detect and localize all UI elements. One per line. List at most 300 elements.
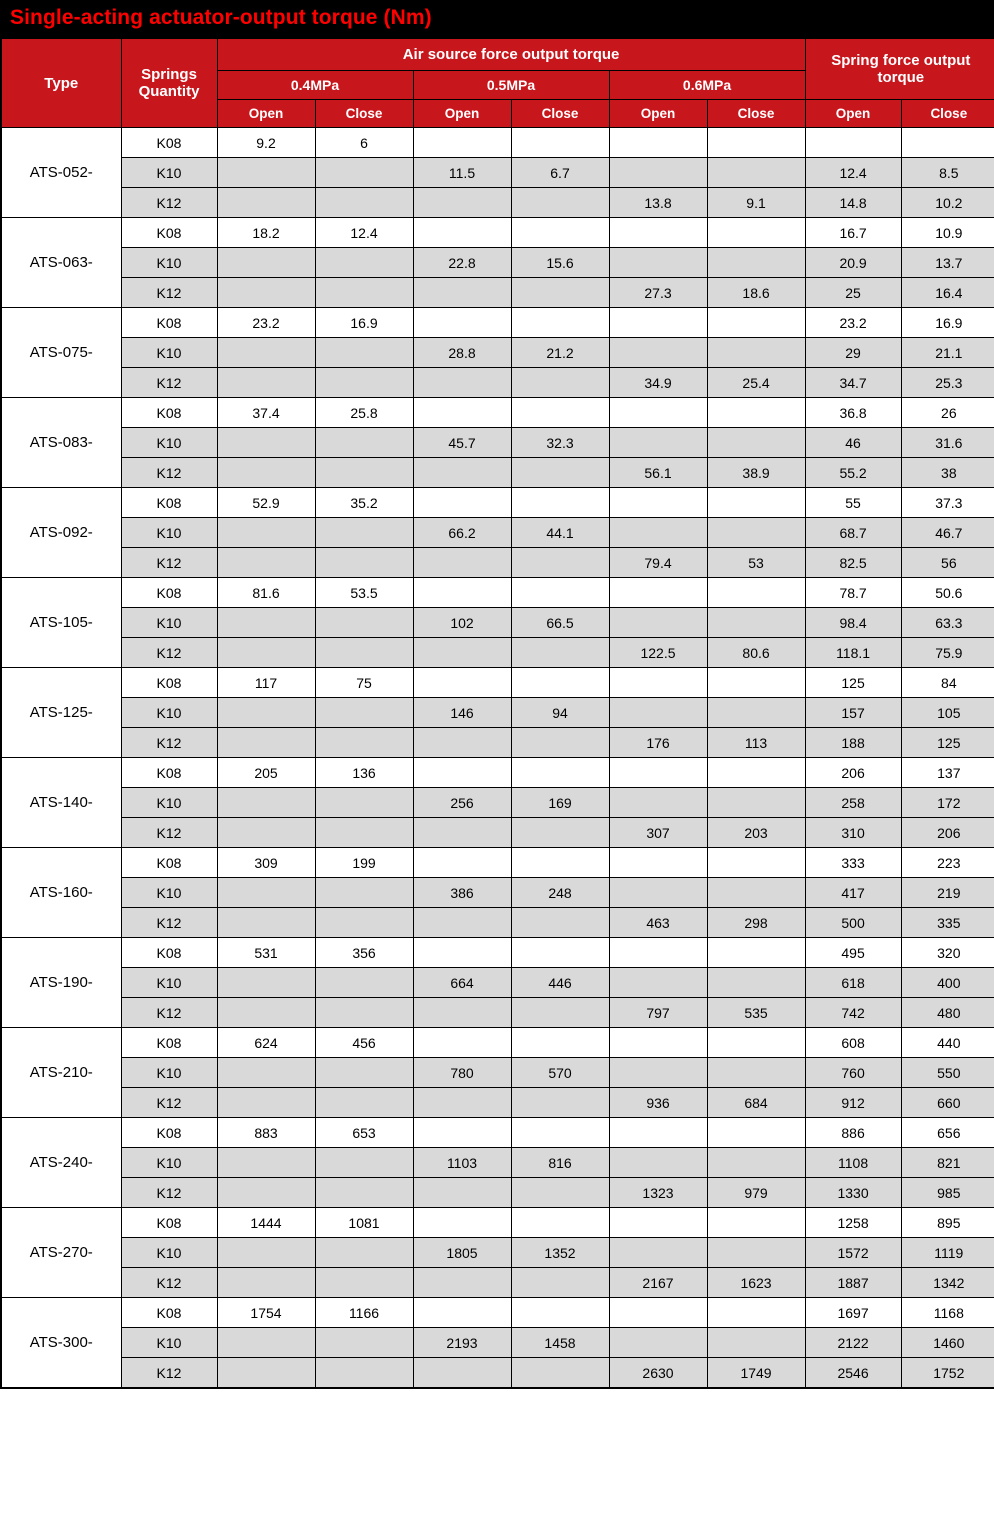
table-row <box>1 218 994 248</box>
cell-06-close <box>707 1208 805 1238</box>
cell-04-close <box>315 158 413 188</box>
cell-06-close <box>707 518 805 548</box>
cell-springs: K12 <box>121 728 217 758</box>
cell-06-close: 18.6 <box>707 278 805 308</box>
cell-04-open <box>217 338 315 368</box>
cell-spring-close: 656 <box>901 1118 994 1148</box>
cell-04-open <box>217 1238 315 1268</box>
table-row <box>1 188 994 218</box>
cell-spring-close: 440 <box>901 1028 994 1058</box>
cell-06-open: 122.5 <box>609 638 707 668</box>
cell-spring-open: 98.4 <box>805 608 901 638</box>
cell-05-open <box>413 1298 511 1328</box>
cell-springs: K12 <box>121 278 217 308</box>
table-row <box>1 1178 994 1208</box>
cell-04-close <box>315 368 413 398</box>
cell-springs: K08 <box>121 578 217 608</box>
cell-springs: K08 <box>121 398 217 428</box>
cell-06-open <box>609 128 707 158</box>
cell-05-open <box>413 1088 511 1118</box>
table-row <box>1 758 994 788</box>
cell-springs: K08 <box>121 848 217 878</box>
table-row <box>1 788 994 818</box>
cell-06-open: 176 <box>609 728 707 758</box>
cell-type: ATS-075- <box>1 308 121 398</box>
cell-type: ATS-105- <box>1 578 121 668</box>
cell-05-open <box>413 1268 511 1298</box>
cell-spring-close: 10.2 <box>901 188 994 218</box>
cell-type: ATS-210- <box>1 1028 121 1118</box>
cell-05-open <box>413 218 511 248</box>
cell-06-close <box>707 698 805 728</box>
table-row <box>1 608 994 638</box>
cell-06-close: 25.4 <box>707 368 805 398</box>
cell-06-close <box>707 1238 805 1268</box>
cell-06-open <box>609 668 707 698</box>
cell-04-close: 456 <box>315 1028 413 1058</box>
cell-04-open: 23.2 <box>217 308 315 338</box>
cell-spring-open: 23.2 <box>805 308 901 338</box>
cell-04-open <box>217 458 315 488</box>
cell-05-open: 22.8 <box>413 248 511 278</box>
cell-05-close <box>511 728 609 758</box>
cell-06-close <box>707 398 805 428</box>
cell-06-open: 2167 <box>609 1268 707 1298</box>
cell-spring-open: 125 <box>805 668 901 698</box>
cell-05-close: 169 <box>511 788 609 818</box>
table-row <box>1 398 994 428</box>
cell-04-close: 1166 <box>315 1298 413 1328</box>
cell-spring-open <box>805 128 901 158</box>
cell-spring-open: 55 <box>805 488 901 518</box>
cell-spring-close: 31.6 <box>901 428 994 458</box>
cell-04-close <box>315 278 413 308</box>
cell-spring-open: 206 <box>805 758 901 788</box>
torque-table <box>0 37 994 1389</box>
cell-springs: K10 <box>121 788 217 818</box>
cell-06-close: 1623 <box>707 1268 805 1298</box>
cell-04-open <box>217 548 315 578</box>
cell-springs: K10 <box>121 968 217 998</box>
cell-06-open: 936 <box>609 1088 707 1118</box>
cell-springs: K10 <box>121 248 217 278</box>
cell-05-close <box>511 668 609 698</box>
cell-06-close <box>707 878 805 908</box>
cell-spring-close: 46.7 <box>901 518 994 548</box>
cell-05-open: 146 <box>413 698 511 728</box>
cell-04-open <box>217 818 315 848</box>
table-row <box>1 1268 994 1298</box>
cell-05-close <box>511 368 609 398</box>
cell-06-close <box>707 308 805 338</box>
header-04-close: Close <box>315 100 413 128</box>
cell-04-open: 624 <box>217 1028 315 1058</box>
cell-springs: K10 <box>121 878 217 908</box>
header-pressure-06: 0.6MPa <box>609 71 805 100</box>
cell-spring-open: 500 <box>805 908 901 938</box>
cell-type: ATS-092- <box>1 488 121 578</box>
cell-05-close <box>511 1298 609 1328</box>
cell-06-open <box>609 608 707 638</box>
cell-spring-open: 29 <box>805 338 901 368</box>
cell-04-open <box>217 188 315 218</box>
cell-06-open: 34.9 <box>609 368 707 398</box>
cell-spring-open: 82.5 <box>805 548 901 578</box>
cell-05-open: 102 <box>413 608 511 638</box>
table-row <box>1 1238 994 1268</box>
cell-springs: K08 <box>121 488 217 518</box>
cell-06-close: 1749 <box>707 1358 805 1389</box>
cell-springs: K08 <box>121 938 217 968</box>
table-row <box>1 428 994 458</box>
cell-05-open <box>413 128 511 158</box>
cell-spring-close: 21.1 <box>901 338 994 368</box>
table-row <box>1 1298 994 1328</box>
table-row <box>1 278 994 308</box>
cell-spring-close: 1168 <box>901 1298 994 1328</box>
cell-spring-close: 400 <box>901 968 994 998</box>
table-row <box>1 248 994 278</box>
cell-06-close <box>707 338 805 368</box>
cell-spring-close: 985 <box>901 1178 994 1208</box>
cell-spring-close: 550 <box>901 1058 994 1088</box>
cell-06-close <box>707 1028 805 1058</box>
cell-04-close <box>315 1148 413 1178</box>
table-row <box>1 578 994 608</box>
cell-06-open <box>609 308 707 338</box>
cell-06-open <box>609 398 707 428</box>
cell-04-close <box>315 998 413 1028</box>
cell-04-close <box>315 908 413 938</box>
cell-spring-close: 660 <box>901 1088 994 1118</box>
cell-06-open: 13.8 <box>609 188 707 218</box>
cell-04-open: 309 <box>217 848 315 878</box>
cell-04-open <box>217 278 315 308</box>
cell-04-close <box>315 788 413 818</box>
cell-04-open: 205 <box>217 758 315 788</box>
table-row <box>1 518 994 548</box>
cell-spring-open: 258 <box>805 788 901 818</box>
cell-06-open <box>609 578 707 608</box>
cell-05-close <box>511 848 609 878</box>
cell-type: ATS-052- <box>1 128 121 218</box>
cell-04-close <box>315 698 413 728</box>
cell-springs: K08 <box>121 308 217 338</box>
cell-06-close <box>707 248 805 278</box>
cell-06-open <box>609 938 707 968</box>
cell-04-open: 117 <box>217 668 315 698</box>
cell-springs: K12 <box>121 1178 217 1208</box>
header-row-1 <box>1 38 994 71</box>
cell-spring-open: 14.8 <box>805 188 901 218</box>
cell-type: ATS-300- <box>1 1298 121 1389</box>
cell-spring-open: 1887 <box>805 1268 901 1298</box>
cell-spring-close: 1752 <box>901 1358 994 1389</box>
cell-06-open <box>609 1058 707 1088</box>
header-06-close: Close <box>707 100 805 128</box>
cell-spring-open: 1330 <box>805 1178 901 1208</box>
cell-spring-close: 480 <box>901 998 994 1028</box>
table-head <box>1 38 994 128</box>
cell-05-open <box>413 368 511 398</box>
cell-04-close <box>315 458 413 488</box>
cell-springs: K08 <box>121 668 217 698</box>
cell-05-close: 570 <box>511 1058 609 1088</box>
cell-04-open <box>217 248 315 278</box>
cell-06-close: 684 <box>707 1088 805 1118</box>
cell-06-open <box>609 758 707 788</box>
cell-spring-close: 137 <box>901 758 994 788</box>
table-row <box>1 638 994 668</box>
cell-spring-open: 78.7 <box>805 578 901 608</box>
table-row <box>1 968 994 998</box>
cell-05-open <box>413 308 511 338</box>
cell-06-open: 27.3 <box>609 278 707 308</box>
cell-05-close: 1458 <box>511 1328 609 1358</box>
table-row <box>1 128 994 158</box>
cell-spring-close: 219 <box>901 878 994 908</box>
cell-06-open <box>609 788 707 818</box>
cell-04-open <box>217 1268 315 1298</box>
cell-spring-open: 417 <box>805 878 901 908</box>
table-row <box>1 458 994 488</box>
cell-04-close: 199 <box>315 848 413 878</box>
header-05-open: Open <box>413 100 511 128</box>
cell-spring-close: 50.6 <box>901 578 994 608</box>
cell-05-close <box>511 578 609 608</box>
cell-06-open: 56.1 <box>609 458 707 488</box>
cell-06-open <box>609 968 707 998</box>
table-row <box>1 368 994 398</box>
cell-spring-open: 2122 <box>805 1328 901 1358</box>
cell-05-close: 21.2 <box>511 338 609 368</box>
cell-05-close <box>511 638 609 668</box>
cell-05-open <box>413 278 511 308</box>
header-air-source-group: Air source force output torque <box>217 38 805 71</box>
cell-04-close <box>315 1238 413 1268</box>
cell-04-open: 531 <box>217 938 315 968</box>
header-05-close: Close <box>511 100 609 128</box>
cell-05-open: 386 <box>413 878 511 908</box>
header-spring-close: Close <box>901 100 994 128</box>
cell-05-close: 66.5 <box>511 608 609 638</box>
cell-spring-open: 1697 <box>805 1298 901 1328</box>
cell-springs: K08 <box>121 758 217 788</box>
cell-springs: K10 <box>121 428 217 458</box>
header-spring-force-group: Spring force output torque <box>805 38 994 100</box>
cell-04-open <box>217 968 315 998</box>
cell-type: ATS-063- <box>1 218 121 308</box>
cell-spring-close: 25.3 <box>901 368 994 398</box>
cell-spring-open: 1572 <box>805 1238 901 1268</box>
cell-springs: K12 <box>121 458 217 488</box>
cell-05-open: 66.2 <box>413 518 511 548</box>
cell-05-close <box>511 278 609 308</box>
header-spring-open: Open <box>805 100 901 128</box>
table-row <box>1 1058 994 1088</box>
cell-05-open <box>413 398 511 428</box>
cell-springs: K12 <box>121 1268 217 1298</box>
cell-spring-close: 821 <box>901 1148 994 1178</box>
cell-06-close: 979 <box>707 1178 805 1208</box>
cell-05-open: 664 <box>413 968 511 998</box>
cell-05-close: 816 <box>511 1148 609 1178</box>
cell-06-close: 38.9 <box>707 458 805 488</box>
cell-04-open <box>217 908 315 938</box>
cell-05-close <box>511 1208 609 1238</box>
cell-06-close <box>707 848 805 878</box>
cell-04-close <box>315 188 413 218</box>
cell-06-open <box>609 1028 707 1058</box>
cell-springs: K10 <box>121 1328 217 1358</box>
cell-spring-close: 63.3 <box>901 608 994 638</box>
cell-spring-open: 34.7 <box>805 368 901 398</box>
table-row <box>1 818 994 848</box>
cell-04-close: 6 <box>315 128 413 158</box>
cell-05-close <box>511 548 609 578</box>
cell-06-close: 53 <box>707 548 805 578</box>
cell-spring-open: 157 <box>805 698 901 728</box>
cell-05-open: 1103 <box>413 1148 511 1178</box>
cell-springs: K10 <box>121 1058 217 1088</box>
cell-spring-open: 912 <box>805 1088 901 1118</box>
cell-04-open <box>217 368 315 398</box>
cell-springs: K10 <box>121 1148 217 1178</box>
cell-05-close <box>511 1118 609 1148</box>
cell-04-close: 35.2 <box>315 488 413 518</box>
cell-05-close <box>511 188 609 218</box>
cell-spring-close: 16.9 <box>901 308 994 338</box>
cell-04-close <box>315 968 413 998</box>
cell-06-close <box>707 938 805 968</box>
cell-springs: K08 <box>121 128 217 158</box>
cell-05-close: 248 <box>511 878 609 908</box>
cell-spring-close: 320 <box>901 938 994 968</box>
cell-type: ATS-083- <box>1 398 121 488</box>
cell-spring-close: 223 <box>901 848 994 878</box>
cell-04-open <box>217 518 315 548</box>
cell-04-close <box>315 878 413 908</box>
cell-05-open <box>413 1028 511 1058</box>
cell-spring-close: 37.3 <box>901 488 994 518</box>
cell-spring-open: 1108 <box>805 1148 901 1178</box>
cell-06-close <box>707 968 805 998</box>
cell-04-close: 16.9 <box>315 308 413 338</box>
cell-05-close: 94 <box>511 698 609 728</box>
cell-06-open <box>609 158 707 188</box>
cell-05-open <box>413 998 511 1028</box>
cell-04-close: 356 <box>315 938 413 968</box>
cell-06-open <box>609 1328 707 1358</box>
cell-05-close <box>511 308 609 338</box>
cell-spring-open: 20.9 <box>805 248 901 278</box>
cell-05-open <box>413 818 511 848</box>
cell-06-close: 9.1 <box>707 188 805 218</box>
table-row <box>1 1088 994 1118</box>
cell-05-open: 45.7 <box>413 428 511 458</box>
cell-springs: K08 <box>121 1208 217 1238</box>
cell-05-close <box>511 1268 609 1298</box>
cell-05-open <box>413 458 511 488</box>
cell-spring-close: 84 <box>901 668 994 698</box>
cell-04-open <box>217 428 315 458</box>
cell-spring-close: 8.5 <box>901 158 994 188</box>
cell-springs: K12 <box>121 998 217 1028</box>
cell-05-open <box>413 758 511 788</box>
cell-06-open <box>609 1238 707 1268</box>
cell-04-close <box>315 608 413 638</box>
cell-springs: K12 <box>121 1358 217 1389</box>
cell-06-close <box>707 668 805 698</box>
cell-springs: K12 <box>121 818 217 848</box>
cell-05-close: 15.6 <box>511 248 609 278</box>
cell-spring-close: 1342 <box>901 1268 994 1298</box>
cell-05-open: 28.8 <box>413 338 511 368</box>
cell-spring-open: 886 <box>805 1118 901 1148</box>
cell-spring-close: 125 <box>901 728 994 758</box>
cell-06-open <box>609 698 707 728</box>
cell-04-open: 52.9 <box>217 488 315 518</box>
cell-06-close: 203 <box>707 818 805 848</box>
cell-06-open: 307 <box>609 818 707 848</box>
cell-06-close: 298 <box>707 908 805 938</box>
cell-05-open <box>413 488 511 518</box>
cell-05-close <box>511 758 609 788</box>
cell-05-close: 32.3 <box>511 428 609 458</box>
cell-06-close <box>707 158 805 188</box>
cell-springs: K12 <box>121 368 217 398</box>
cell-springs: K12 <box>121 1088 217 1118</box>
cell-04-open: 81.6 <box>217 578 315 608</box>
cell-05-open <box>413 1178 511 1208</box>
cell-type: ATS-160- <box>1 848 121 938</box>
cell-spring-open: 36.8 <box>805 398 901 428</box>
cell-04-close <box>315 338 413 368</box>
cell-05-close <box>511 818 609 848</box>
cell-05-close <box>511 488 609 518</box>
cell-05-open <box>413 1208 511 1238</box>
cell-05-close <box>511 938 609 968</box>
table-row <box>1 338 994 368</box>
cell-05-close <box>511 1178 609 1208</box>
cell-springs: K10 <box>121 698 217 728</box>
cell-05-close <box>511 908 609 938</box>
cell-04-close <box>315 548 413 578</box>
cell-05-close <box>511 1358 609 1389</box>
table-row <box>1 698 994 728</box>
table-row <box>1 668 994 698</box>
cell-04-close <box>315 638 413 668</box>
cell-06-close <box>707 1328 805 1358</box>
cell-06-close <box>707 1058 805 1088</box>
cell-04-open <box>217 608 315 638</box>
cell-05-open <box>413 548 511 578</box>
cell-springs: K12 <box>121 188 217 218</box>
cell-springs: K10 <box>121 338 217 368</box>
cell-05-open <box>413 938 511 968</box>
cell-04-open <box>217 698 315 728</box>
table-row <box>1 1208 994 1238</box>
cell-spring-open: 495 <box>805 938 901 968</box>
table-row <box>1 158 994 188</box>
cell-spring-close: 26 <box>901 398 994 428</box>
table-row <box>1 848 994 878</box>
cell-06-open <box>609 1148 707 1178</box>
page-title: Single-acting actuator-output torque (Nm) <box>10 6 432 29</box>
cell-type: ATS-140- <box>1 758 121 848</box>
cell-04-open <box>217 1148 315 1178</box>
table-row <box>1 1118 994 1148</box>
